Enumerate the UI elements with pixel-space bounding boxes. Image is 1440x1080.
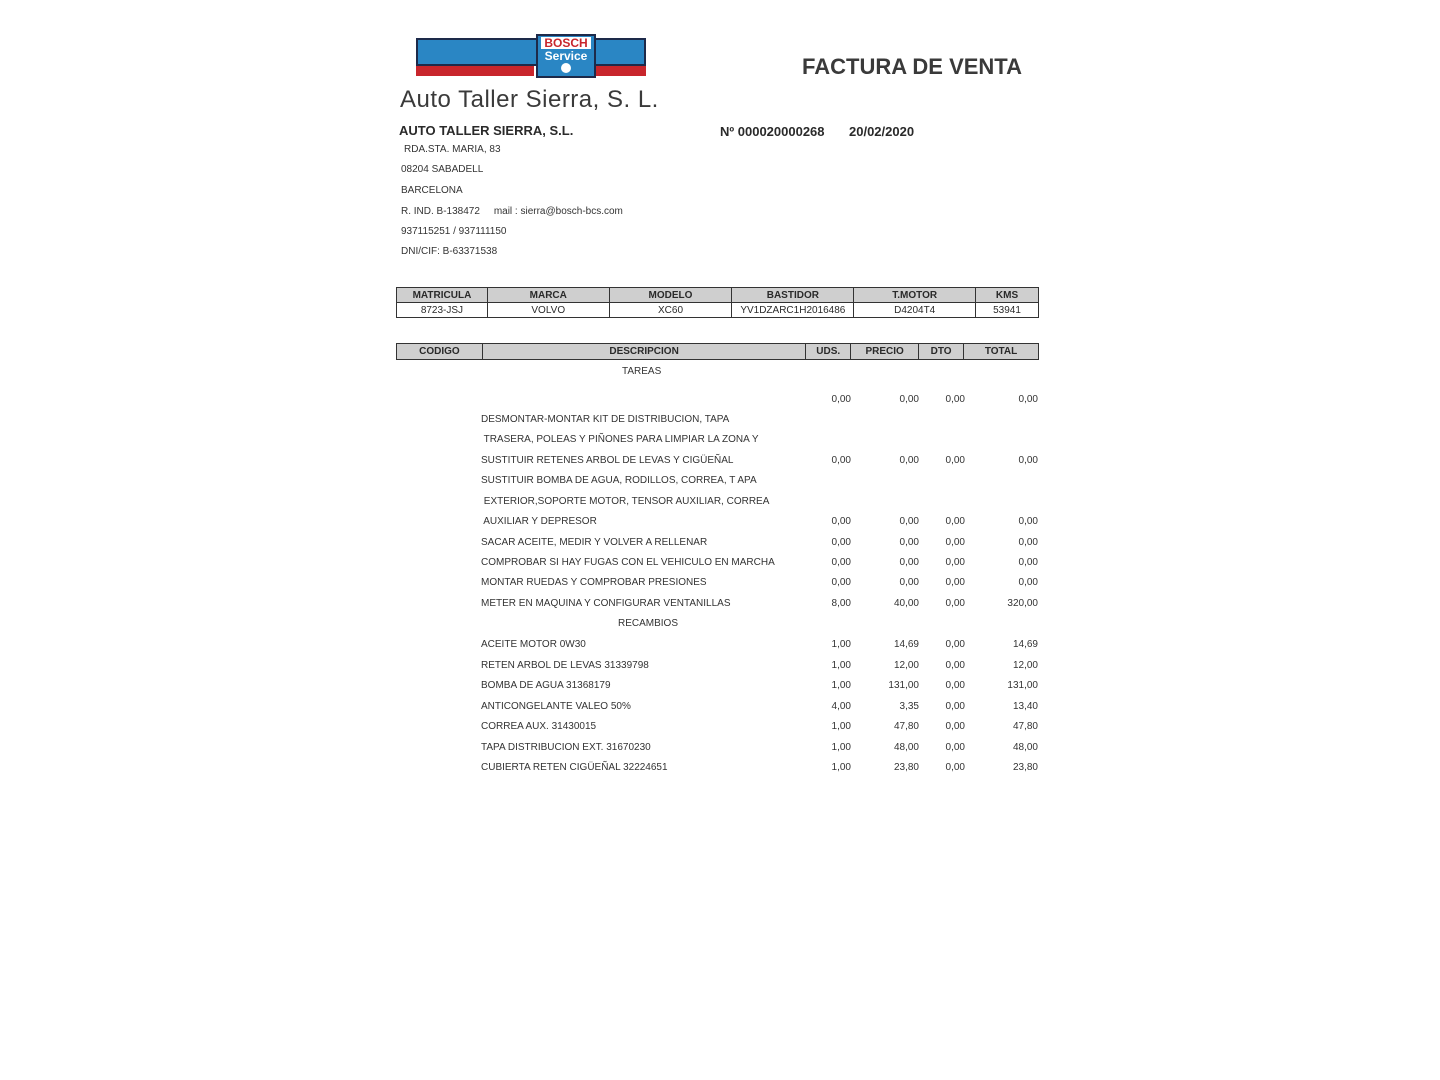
vehicle-value-cell: D4204T4 [854, 303, 976, 318]
items-header-table [396, 343, 1039, 360]
item-discount: 0,00 [945, 742, 965, 753]
item-price: 0,00 [899, 537, 919, 548]
item-discount: 0,00 [945, 394, 965, 405]
item-description: TRASERA, POLEAS Y PIÑONES PARA LIMPIAR LA ZONA Y [481, 434, 759, 445]
item-discount: 0,00 [945, 762, 965, 773]
item-discount: 0,00 [945, 557, 965, 568]
item-units: 1,00 [831, 680, 851, 691]
vehicle-header-row [397, 288, 1039, 303]
item-price: 0,00 [899, 557, 919, 568]
item-price: 47,80 [893, 721, 919, 732]
item-discount: 0,00 [945, 680, 965, 691]
table-row [0, 721, 1440, 737]
item-description: SUSTITUIR RETENES ARBOL DE LEVAS Y CIGÜEÑAL [481, 455, 734, 466]
logo-brand-top: BOSCH [541, 37, 591, 49]
item-total: 47,80 [1012, 721, 1038, 732]
items-header-cell: UDS. [806, 344, 851, 360]
table-row [0, 496, 1440, 512]
item-units: 4,00 [831, 701, 851, 712]
address-line: BARCELONA [401, 185, 463, 196]
item-price: 23,80 [893, 762, 919, 773]
item-description: TAPA DISTRIBUCION EXT. 31670230 [481, 742, 651, 753]
item-discount: 0,00 [945, 537, 965, 548]
item-price: 40,00 [893, 598, 919, 609]
table-row [0, 455, 1440, 471]
invoice-number: Nº 000020000268 [720, 124, 825, 139]
items-header-cell: CODIGO [397, 344, 483, 360]
item-total: 12,00 [1012, 660, 1038, 671]
table-row [0, 434, 1440, 450]
item-units: 1,00 [831, 660, 851, 671]
item-description: MONTAR RUEDAS Y COMPROBAR PRESIONES [481, 577, 707, 588]
item-price: 0,00 [899, 455, 919, 466]
vehicle-header-cell: KMS [976, 288, 1039, 303]
item-total: 0,00 [1018, 577, 1038, 588]
item-total: 48,00 [1012, 742, 1038, 753]
address-line: 08204 SABADELL [401, 164, 484, 175]
table-row [0, 762, 1440, 778]
table-row [0, 537, 1440, 553]
item-discount: 0,00 [945, 660, 965, 671]
item-price: 0,00 [899, 516, 919, 527]
table-row [0, 394, 1440, 410]
table-row [0, 475, 1440, 491]
bosch-emblem-icon [561, 63, 571, 73]
vehicle-header-cell: BASTIDOR [732, 288, 854, 303]
table-row [0, 414, 1440, 430]
item-units: 1,00 [831, 639, 851, 650]
table-row [0, 557, 1440, 573]
item-description: BOMBA DE AGUA 31368179 [481, 680, 611, 691]
items-header-cell: DTO [919, 344, 964, 360]
phone-numbers: 937115251 / 937111150 [401, 226, 507, 237]
company-logo-text: Auto Taller Sierra, S. L. [400, 86, 659, 113]
vehicle-header-cell: MARCA [487, 288, 609, 303]
item-discount: 0,00 [945, 577, 965, 588]
item-description: RETEN ARBOL DE LEVAS 31339798 [481, 660, 649, 671]
table-row [0, 701, 1440, 717]
item-description: COMPROBAR SI HAY FUGAS CON EL VEHICULO EN MARCHA [481, 557, 775, 568]
item-total: 0,00 [1018, 537, 1038, 548]
item-total: 23,80 [1012, 762, 1038, 773]
table-row [0, 680, 1440, 696]
item-units: 0,00 [831, 577, 851, 588]
item-units: 1,00 [831, 721, 851, 732]
document-title: FACTURA DE VENTA [802, 54, 1022, 79]
item-units: 8,00 [831, 598, 851, 609]
item-price: 131,00 [888, 680, 919, 691]
item-discount: 0,00 [945, 721, 965, 732]
vehicle-header-cell: MATRICULA [397, 288, 488, 303]
item-price: 12,00 [893, 660, 919, 671]
item-price: 0,00 [899, 394, 919, 405]
item-discount: 0,00 [945, 639, 965, 650]
company-name: AUTO TALLER SIERRA, S.L. [399, 123, 574, 138]
bosch-service-logo [416, 34, 646, 82]
item-total: 131,00 [1007, 680, 1038, 691]
item-units: 0,00 [831, 537, 851, 548]
table-row [0, 639, 1440, 655]
logo-brand-bottom: Service [544, 49, 588, 63]
item-units: 0,00 [831, 394, 851, 405]
table-row [0, 742, 1440, 758]
item-discount: 0,00 [945, 701, 965, 712]
item-description: ACEITE MOTOR 0W30 [481, 639, 586, 650]
item-price: 3,35 [899, 701, 919, 712]
item-description: DESMONTAR-MONTAR KIT DE DISTRIBUCION, TAPA [481, 414, 730, 425]
item-discount: 0,00 [945, 455, 965, 466]
items-header-row [397, 344, 1039, 360]
invoice-date: 20/02/2020 [849, 124, 915, 139]
item-total: 13,40 [1012, 701, 1038, 712]
vehicle-value-cell: YV1DZARC1H2016486 [732, 303, 854, 318]
item-total: 0,00 [1018, 394, 1038, 405]
registry-and-email: R. IND. B-138472 mail : sierra@bosch-bcs.com [401, 206, 623, 217]
item-units: 1,00 [831, 742, 851, 753]
vehicle-value-cell: VOLVO [487, 303, 609, 318]
item-units: 0,00 [831, 516, 851, 527]
item-price: 14,69 [893, 639, 919, 650]
vehicle-table [396, 287, 1039, 318]
item-total: 0,00 [1018, 516, 1038, 527]
item-description: CUBIERTA RETEN CIGÜEÑAL 32224651 [481, 762, 668, 773]
items-header-cell: DESCRIPCION [482, 344, 805, 360]
item-description: EXTERIOR,SOPORTE MOTOR, TENSOR AUXILIAR, CORREA [481, 496, 770, 507]
tax-id: DNI/CIF: B-63371538 [401, 246, 498, 257]
item-description: METER EN MAQUINA Y CONFIGURAR VENTANILLAS [481, 598, 731, 609]
items-header-cell: PRECIO [851, 344, 919, 360]
address-line: RDA.STA. MARIA, 83 [404, 144, 501, 155]
item-total: 320,00 [1007, 598, 1038, 609]
section-title-tareas: TAREAS [622, 366, 662, 377]
item-price: 48,00 [893, 742, 919, 753]
item-units: 0,00 [831, 557, 851, 568]
item-total: 0,00 [1018, 455, 1038, 466]
item-price: 0,00 [899, 577, 919, 588]
item-units: 0,00 [831, 455, 851, 466]
item-description: ANTICONGELANTE VALEO 50% [481, 701, 631, 712]
table-row [0, 577, 1440, 593]
item-discount: 0,00 [945, 516, 965, 527]
items-header-cell: TOTAL [964, 344, 1039, 360]
item-description: SACAR ACEITE, MEDIR Y VOLVER A RELLENAR [481, 537, 708, 548]
vehicle-header-cell: T.MOTOR [854, 288, 976, 303]
vehicle-value-cell: 8723-JSJ [397, 303, 488, 318]
section-title-recambios: RECAMBIOS [618, 618, 679, 629]
vehicle-value-row [397, 303, 1039, 318]
item-total: 0,00 [1018, 557, 1038, 568]
item-description: SUSTITUIR BOMBA DE AGUA, RODILLOS, CORREA, T APA [481, 475, 757, 486]
vehicle-header-cell: MODELO [609, 288, 732, 303]
table-row [0, 598, 1440, 614]
item-description: AUXILIAR Y DEPRESOR [481, 516, 597, 527]
item-units: 1,00 [831, 762, 851, 773]
vehicle-value-cell: XC60 [609, 303, 732, 318]
table-row [0, 660, 1440, 676]
item-description: CORREA AUX. 31430015 [481, 721, 597, 732]
table-row [0, 516, 1440, 532]
item-discount: 0,00 [945, 598, 965, 609]
item-total: 14,69 [1012, 639, 1038, 650]
vehicle-value-cell: 53941 [976, 303, 1039, 318]
